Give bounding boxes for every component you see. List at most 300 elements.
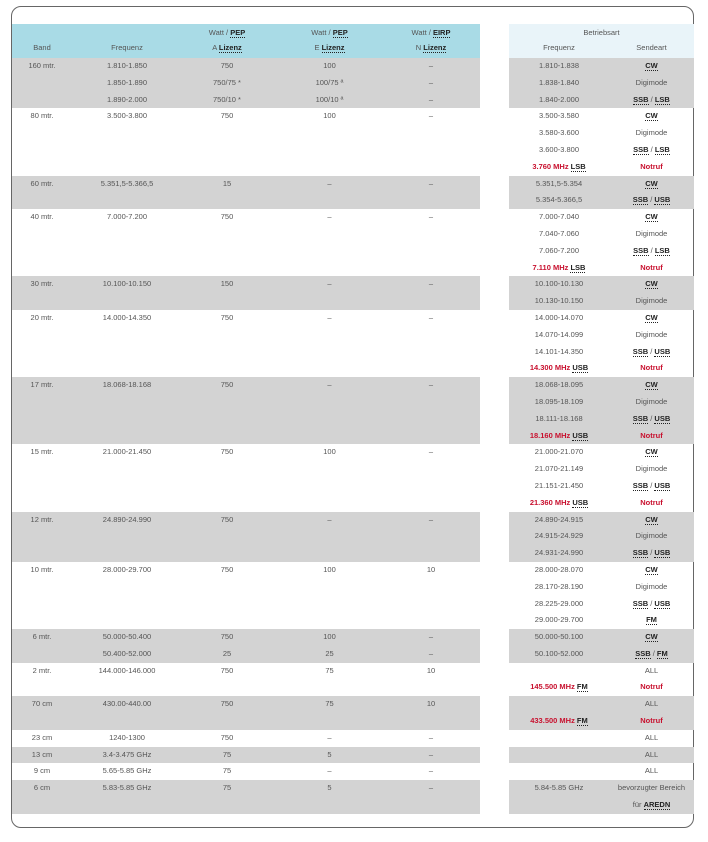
mode-table-row bbox=[509, 192, 694, 209]
frequenz-cell: 21.000-21.450 bbox=[102, 447, 152, 457]
n-lizenz-cell: – bbox=[428, 749, 434, 759]
sendeart-cell: SSB / USB bbox=[632, 346, 671, 356]
license-table-row bbox=[12, 92, 480, 109]
e-lizenz-cell: 25 bbox=[325, 648, 334, 658]
mode-table-row bbox=[509, 159, 694, 176]
frequenz-cell: 14.000-14.350 bbox=[102, 312, 152, 322]
mode-table-row bbox=[509, 461, 694, 478]
n-lizenz-cell: – bbox=[428, 312, 434, 322]
a-lizenz-cell: 750 bbox=[220, 212, 234, 222]
mode-table-row bbox=[509, 176, 694, 193]
mode-frequenz-cell: 18.095-18.109 bbox=[534, 396, 584, 406]
a-lizenz-cell: 25 bbox=[222, 648, 232, 658]
header-frequenz: Frequenz bbox=[111, 43, 143, 52]
mode-frequenz-cell: 14.300 MHz USB bbox=[529, 363, 589, 373]
mode-table-row bbox=[509, 713, 694, 730]
mode-abbr: LSB bbox=[654, 144, 670, 154]
mode-table bbox=[509, 24, 694, 814]
frequenz-cell: 10.100-10.150 bbox=[102, 279, 152, 289]
mode-abbr: SSB bbox=[632, 413, 649, 423]
mode-table-row bbox=[509, 495, 694, 512]
sendeart-cell: Notruf bbox=[640, 262, 663, 272]
mode-frequenz-cell: 1.810-1.838 bbox=[538, 61, 580, 70]
mode-abbr: CW bbox=[645, 178, 658, 188]
mode-abbr: FM bbox=[646, 615, 657, 625]
mode-abbr: AREDN bbox=[643, 800, 671, 810]
band-cell: 13 cm bbox=[31, 749, 53, 759]
frequenz-cell: 3.500-3.800 bbox=[106, 111, 148, 121]
mode-table-row bbox=[509, 209, 694, 226]
band-cell: 20 mtr. bbox=[30, 312, 54, 322]
license-table-row bbox=[12, 344, 480, 361]
sendeart-cell: Digimode bbox=[635, 396, 668, 406]
mode-table-row bbox=[509, 310, 694, 327]
mode-abbr: FM bbox=[576, 682, 588, 692]
header-sendeart: Sendeart bbox=[636, 43, 667, 52]
frequenz-cell: 144.000-146.000 bbox=[98, 665, 156, 675]
mode-table-row bbox=[509, 512, 694, 529]
license-table-row bbox=[12, 679, 480, 696]
n-lizenz-cell: – bbox=[428, 178, 434, 188]
frequenz-cell: 5.83-5.85 GHz bbox=[102, 783, 152, 793]
mode-abbr: USB bbox=[572, 363, 589, 373]
mode-table-row bbox=[509, 344, 694, 361]
mode-abbr: USB bbox=[572, 430, 589, 440]
band-cell: 80 mtr. bbox=[30, 111, 54, 121]
e-lizenz-cell: – bbox=[327, 380, 332, 390]
mode-frequenz-cell: 21.151-21.450 bbox=[534, 480, 584, 490]
mode-table-row bbox=[509, 596, 694, 613]
mode-abbr: CW bbox=[645, 514, 658, 524]
a-lizenz-cell: 750 bbox=[220, 632, 234, 642]
mode-table-row bbox=[509, 528, 694, 545]
e-lizenz-cell: 100 bbox=[323, 564, 336, 574]
mode-table-row bbox=[509, 444, 694, 461]
license-table-row bbox=[12, 360, 480, 377]
sendeart-cell bbox=[609, 562, 694, 579]
frequenz-cell: 28.000-29.700 bbox=[102, 564, 152, 574]
license-table-row bbox=[12, 377, 480, 394]
mode-table-row bbox=[509, 646, 694, 663]
license-table-row bbox=[12, 394, 480, 411]
mode-table-row bbox=[509, 696, 694, 713]
mode-frequenz-cell: 5.84-5.85 GHz bbox=[534, 783, 584, 793]
mode-frequenz-cell: 50.100-52.000 bbox=[534, 648, 584, 658]
sendeart-cell: SSB / USB bbox=[632, 480, 671, 490]
mode-frequenz-cell: 14.070-14.099 bbox=[534, 329, 584, 339]
sendeart-cell bbox=[609, 310, 694, 327]
license-table-row bbox=[12, 159, 480, 176]
sendeart-cell bbox=[609, 58, 694, 75]
mode-frequenz-cell: 3.500-3.580 bbox=[538, 111, 580, 121]
license-table-body bbox=[12, 58, 480, 814]
sendeart-cell: Digimode bbox=[635, 464, 668, 474]
mode-table-header bbox=[509, 24, 694, 58]
mode-frequenz-cell: 50.000-50.100 bbox=[534, 632, 584, 642]
sendeart-cell bbox=[609, 629, 694, 646]
mode-table-row bbox=[509, 612, 694, 629]
sendeart-cell bbox=[609, 108, 694, 125]
mode-abbr: CW bbox=[645, 212, 658, 222]
sendeart-cell bbox=[609, 377, 694, 394]
mode-abbr: USB bbox=[654, 598, 671, 608]
a-lizenz-cell: 750 bbox=[220, 61, 234, 70]
license-table-row bbox=[12, 713, 480, 730]
mode-abbr: LSB bbox=[570, 161, 586, 171]
sendeart-cell: SSB / LSB bbox=[633, 144, 670, 154]
sendeart-cell bbox=[609, 444, 694, 461]
sendeart-cell: SSB / USB bbox=[632, 548, 671, 558]
mode-table-row bbox=[509, 562, 694, 579]
a-lizenz-cell: 750 bbox=[220, 564, 234, 574]
sendeart-cell: SSB / USB bbox=[632, 195, 671, 205]
e-lizenz-cell: 100/75 ª bbox=[315, 77, 344, 87]
frequenz-cell: 430.00-440.00 bbox=[102, 699, 152, 709]
sendeart-cell: Digimode bbox=[635, 581, 668, 591]
mode-table-row bbox=[509, 142, 694, 159]
sendeart-cell: Notruf bbox=[640, 497, 663, 507]
mode-frequenz-cell: 24.890-24.915 bbox=[534, 514, 584, 524]
mode-frequenz-cell: 21.070-21.149 bbox=[534, 464, 584, 474]
sendeart-cell: ALL bbox=[644, 699, 659, 709]
frequenz-cell: 18.068-18.168 bbox=[102, 380, 152, 390]
license-table-row bbox=[12, 276, 480, 293]
sendeart-cell: für AREDN bbox=[632, 800, 671, 810]
license-table-row bbox=[12, 108, 480, 125]
license-table-row bbox=[12, 747, 480, 764]
n-lizenz-cell: 10 bbox=[426, 665, 436, 675]
mode-abbr: SSB bbox=[632, 548, 649, 558]
mode-abbr: USB bbox=[654, 195, 671, 205]
a-lizenz-cell: 750 bbox=[220, 514, 234, 524]
mode-abbr: CW bbox=[645, 447, 658, 457]
n-lizenz-cell: – bbox=[428, 632, 434, 642]
sendeart-cell: bevorzugter Bereich bbox=[617, 783, 686, 793]
sendeart-cell: Digimode bbox=[635, 329, 668, 339]
e-lizenz-cell: – bbox=[327, 178, 332, 188]
mode-table-row bbox=[509, 108, 694, 125]
e-lizenz-cell: 100 bbox=[323, 632, 336, 642]
e-lizenz-cell: 75 bbox=[325, 665, 334, 675]
header-a-lizenz: A Lizenz bbox=[212, 43, 242, 52]
mode-table-row bbox=[509, 663, 694, 680]
sendeart-cell bbox=[609, 612, 694, 629]
mode-frequenz-cell: 3.600-3.800 bbox=[538, 144, 580, 154]
e-lizenz-cell: 5 bbox=[327, 749, 332, 759]
license-table-row bbox=[12, 730, 480, 747]
mode-table-row bbox=[509, 797, 694, 814]
sendeart-cell bbox=[609, 512, 694, 529]
mode-table-row bbox=[509, 411, 694, 428]
e-lizenz-cell: 100 bbox=[323, 111, 336, 121]
sendeart-cell: Digimode bbox=[635, 128, 668, 138]
license-table-row bbox=[12, 444, 480, 461]
mode-abbr: USB bbox=[654, 548, 671, 558]
sendeart-cell: Digimode bbox=[635, 228, 668, 238]
mode-abbr: USB bbox=[654, 480, 671, 490]
band-cell: 10 mtr. bbox=[30, 564, 54, 574]
band-cell: 70 cm bbox=[31, 699, 53, 709]
a-lizenz-cell: 15 bbox=[222, 178, 232, 188]
license-table-header bbox=[12, 24, 480, 58]
frequenz-cell: 1.810-1.850 bbox=[106, 61, 148, 70]
sendeart-cell: Digimode bbox=[635, 531, 668, 541]
sendeart-cell: Notruf bbox=[640, 682, 663, 692]
license-table-row bbox=[12, 428, 480, 445]
license-table-row bbox=[12, 176, 480, 193]
sendeart-cell: Notruf bbox=[640, 363, 663, 373]
frequenz-cell: 24.890-24.990 bbox=[102, 514, 152, 524]
sendeart-cell: Digimode bbox=[635, 77, 668, 87]
license-table-row bbox=[12, 612, 480, 629]
a-lizenz-cell: 75 bbox=[222, 783, 232, 793]
sendeart-cell: ALL bbox=[644, 665, 659, 675]
n-lizenz-cell: 10 bbox=[426, 564, 436, 574]
mode-frequenz-cell: 28.170-28.190 bbox=[534, 581, 584, 591]
mode-abbr: CW bbox=[645, 380, 658, 390]
license-table-row bbox=[12, 243, 480, 260]
mode-table-row bbox=[509, 276, 694, 293]
e-lizenz-cell: – bbox=[327, 766, 332, 776]
mode-table-row bbox=[509, 226, 694, 243]
mode-table-row bbox=[509, 75, 694, 92]
n-lizenz-cell: – bbox=[428, 783, 434, 793]
frequenz-cell: 3.4-3.475 GHz bbox=[102, 749, 152, 759]
mode-table-row bbox=[509, 58, 694, 75]
mode-table-row bbox=[509, 629, 694, 646]
mode-frequenz-cell: 3.580-3.600 bbox=[538, 128, 580, 138]
license-table-row bbox=[12, 646, 480, 663]
mode-frequenz-cell: 1.838-1.840 bbox=[538, 77, 580, 87]
sendeart-cell: Notruf bbox=[640, 716, 663, 726]
a-lizenz-cell: 750 bbox=[220, 732, 234, 742]
license-table-row bbox=[12, 125, 480, 142]
header-n-top: Watt / EIRP bbox=[411, 28, 451, 37]
mode-frequenz-cell: 21.360 MHz USB bbox=[529, 497, 589, 507]
license-table-row bbox=[12, 696, 480, 713]
mode-abbr: FM bbox=[576, 716, 588, 726]
mode-frequenz-cell: 29.000-29.700 bbox=[534, 615, 584, 625]
band-cell: 12 mtr. bbox=[30, 514, 54, 524]
sendeart-cell: Digimode bbox=[635, 296, 668, 306]
n-lizenz-cell: – bbox=[428, 77, 434, 87]
sendeart-cell bbox=[609, 209, 694, 226]
license-table-row bbox=[12, 478, 480, 495]
header-e-lizenz: E Lizenz bbox=[314, 43, 345, 52]
mode-abbr: SSB bbox=[633, 144, 649, 154]
license-table-row bbox=[12, 260, 480, 277]
mode-abbr: LSB bbox=[654, 245, 670, 255]
band-cell: 60 mtr. bbox=[30, 178, 54, 188]
license-table-row bbox=[12, 58, 480, 75]
sendeart-cell: Notruf bbox=[640, 430, 663, 440]
mode-frequenz-cell: 24.931-24.990 bbox=[534, 548, 584, 558]
n-lizenz-cell: 10 bbox=[426, 699, 436, 709]
license-table-row bbox=[12, 142, 480, 159]
mode-frequenz-cell: 14.000-14.070 bbox=[534, 312, 584, 322]
mode-table-row bbox=[509, 327, 694, 344]
band-cell: 9 cm bbox=[33, 766, 51, 776]
license-table-row bbox=[12, 780, 480, 797]
e-lizenz-cell: – bbox=[327, 279, 332, 289]
license-table-row bbox=[12, 629, 480, 646]
mode-table-row bbox=[509, 428, 694, 445]
mode-table-row bbox=[509, 394, 694, 411]
mode-frequenz-cell: 5.351,5-5.354 bbox=[535, 178, 583, 188]
license-table-row bbox=[12, 596, 480, 613]
e-lizenz-cell: 100 bbox=[323, 447, 336, 457]
n-lizenz-cell: – bbox=[428, 94, 434, 104]
mode-frequenz-cell: 28.000-28.070 bbox=[534, 564, 584, 574]
mode-frequenz-cell: 10.130-10.150 bbox=[534, 296, 584, 306]
mode-table-row bbox=[509, 780, 694, 797]
license-table-row bbox=[12, 310, 480, 327]
mode-abbr: FM bbox=[656, 648, 668, 658]
mode-table-body bbox=[509, 58, 694, 814]
mode-table-row bbox=[509, 260, 694, 277]
license-table-row bbox=[12, 512, 480, 529]
e-lizenz-cell: 5 bbox=[327, 783, 332, 793]
mode-abbr: USB bbox=[654, 346, 671, 356]
mode-table-row bbox=[509, 92, 694, 109]
n-lizenz-cell: – bbox=[428, 212, 434, 222]
band-cell: 30 mtr. bbox=[30, 279, 54, 289]
n-lizenz-cell: – bbox=[428, 766, 434, 776]
license-table-row bbox=[12, 797, 480, 814]
e-lizenz-cell: 100/10 ª bbox=[315, 94, 344, 104]
sendeart-cell bbox=[609, 276, 694, 293]
mode-frequenz-cell: 14.101-14.350 bbox=[534, 346, 584, 356]
license-table-row bbox=[12, 209, 480, 226]
mode-frequenz-cell: 145.500 MHz FM bbox=[530, 682, 588, 692]
n-lizenz-cell: – bbox=[428, 111, 434, 121]
mode-table-row bbox=[509, 243, 694, 260]
mode-abbr: SSB bbox=[632, 195, 649, 205]
mode-table-row bbox=[509, 763, 694, 780]
n-lizenz-cell: – bbox=[428, 648, 434, 658]
license-table-row bbox=[12, 545, 480, 562]
n-lizenz-cell: – bbox=[428, 732, 434, 742]
a-lizenz-cell: 75 bbox=[222, 749, 232, 759]
mode-frequenz-cell: 18.068-18.095 bbox=[534, 380, 584, 390]
sendeart-cell: ALL bbox=[644, 766, 659, 776]
license-table-row bbox=[12, 226, 480, 243]
sendeart-cell: SSB / USB bbox=[632, 598, 671, 608]
mode-table-row bbox=[509, 377, 694, 394]
mode-abbr: SSB bbox=[632, 346, 649, 356]
header-e-top: Watt / PEP bbox=[311, 28, 348, 37]
mode-table-row bbox=[509, 545, 694, 562]
a-lizenz-cell: 750 bbox=[220, 665, 234, 675]
header-a-top: Watt / PEP bbox=[208, 28, 246, 37]
a-lizenz-cell: 750/10 * bbox=[213, 94, 241, 104]
e-lizenz-cell: – bbox=[327, 732, 332, 742]
mode-table-row bbox=[509, 679, 694, 696]
license-table-row bbox=[12, 461, 480, 478]
license-table-row bbox=[12, 495, 480, 512]
n-lizenz-cell: – bbox=[428, 447, 434, 457]
license-table-row bbox=[12, 327, 480, 344]
mode-abbr: CW bbox=[645, 111, 658, 121]
mode-table-row bbox=[509, 125, 694, 142]
frequenz-cell: 50.400-52.000 bbox=[102, 648, 152, 658]
frequenz-cell: 7.000-7.200 bbox=[106, 212, 148, 222]
mode-abbr: CW bbox=[645, 564, 658, 574]
header-band: Band bbox=[33, 43, 51, 52]
mode-frequenz-cell: 1.840-2.000 bbox=[538, 94, 580, 104]
mode-abbr: SSB bbox=[633, 245, 649, 255]
mode-table-row bbox=[509, 478, 694, 495]
sendeart-cell: SSB / FM bbox=[635, 648, 668, 658]
mode-abbr: CW bbox=[645, 312, 658, 322]
license-table-row bbox=[12, 763, 480, 780]
mode-abbr: USB bbox=[654, 413, 671, 423]
e-lizenz-cell: – bbox=[327, 212, 332, 222]
mode-frequenz-cell: 3.760 MHz LSB bbox=[532, 161, 586, 171]
mode-frequenz-cell: 21.000-21.070 bbox=[534, 447, 584, 457]
n-lizenz-cell: – bbox=[428, 61, 434, 70]
license-table-row bbox=[12, 528, 480, 545]
mode-frequenz-cell: 7.060-7.200 bbox=[538, 245, 580, 255]
band-cell: 160 mtr. bbox=[28, 61, 56, 70]
mode-frequenz-cell: 18.111-18.168 bbox=[535, 413, 583, 423]
e-lizenz-cell: 75 bbox=[325, 699, 334, 709]
band-cell: 17 mtr. bbox=[30, 380, 54, 390]
mode-abbr: CW bbox=[645, 279, 658, 289]
e-lizenz-cell: – bbox=[327, 514, 332, 524]
mode-table-row bbox=[509, 747, 694, 764]
license-table-row bbox=[12, 75, 480, 92]
n-lizenz-cell: – bbox=[428, 380, 434, 390]
sendeart-cell: SSB / LSB bbox=[633, 94, 670, 104]
a-lizenz-cell: 750 bbox=[220, 312, 234, 322]
band-cell: 2 mtr. bbox=[32, 665, 52, 675]
a-lizenz-cell: 75 bbox=[222, 766, 232, 776]
mode-abbr: CW bbox=[645, 61, 658, 70]
mode-frequenz-cell: 7.040-7.060 bbox=[538, 228, 580, 238]
mode-frequenz-cell: 7.000-7.040 bbox=[538, 212, 580, 222]
mode-abbr: SSB bbox=[635, 648, 651, 658]
header-betriebsart: Betriebsart bbox=[583, 28, 620, 37]
frequenz-cell: 50.000-50.400 bbox=[102, 632, 152, 642]
license-table-row bbox=[12, 293, 480, 310]
license-table bbox=[12, 24, 480, 814]
frequenz-cell: 1.850-1.890 bbox=[106, 77, 148, 87]
a-lizenz-cell: 750 bbox=[220, 699, 234, 709]
band-cell: 23 cm bbox=[31, 732, 53, 742]
frequenz-cell: 1240-1300 bbox=[109, 732, 145, 742]
mode-frequenz-cell: 24.915-24.929 bbox=[534, 531, 584, 541]
mode-frequenz-cell: 18.160 MHz USB bbox=[529, 430, 589, 440]
mode-frequenz-cell: 28.225-29.000 bbox=[534, 598, 584, 608]
a-lizenz-cell: 750 bbox=[220, 447, 234, 457]
mode-table-row bbox=[509, 730, 694, 747]
e-lizenz-cell: – bbox=[327, 312, 332, 322]
license-table-row bbox=[12, 579, 480, 596]
e-lizenz-cell: 100 bbox=[323, 61, 336, 70]
mode-table-row bbox=[509, 293, 694, 310]
mode-abbr: CW bbox=[645, 632, 658, 642]
sendeart-cell: ALL bbox=[644, 749, 659, 759]
a-lizenz-cell: 150 bbox=[220, 279, 234, 289]
header-n-lizenz: N Lizenz bbox=[415, 43, 447, 52]
sendeart-cell: SSB / LSB bbox=[633, 245, 670, 255]
mode-abbr: USB bbox=[572, 497, 589, 507]
band-cell: 6 cm bbox=[33, 783, 51, 793]
band-cell: 15 mtr. bbox=[30, 447, 54, 457]
n-lizenz-cell: – bbox=[428, 514, 434, 524]
mode-abbr: LSB bbox=[570, 262, 586, 272]
